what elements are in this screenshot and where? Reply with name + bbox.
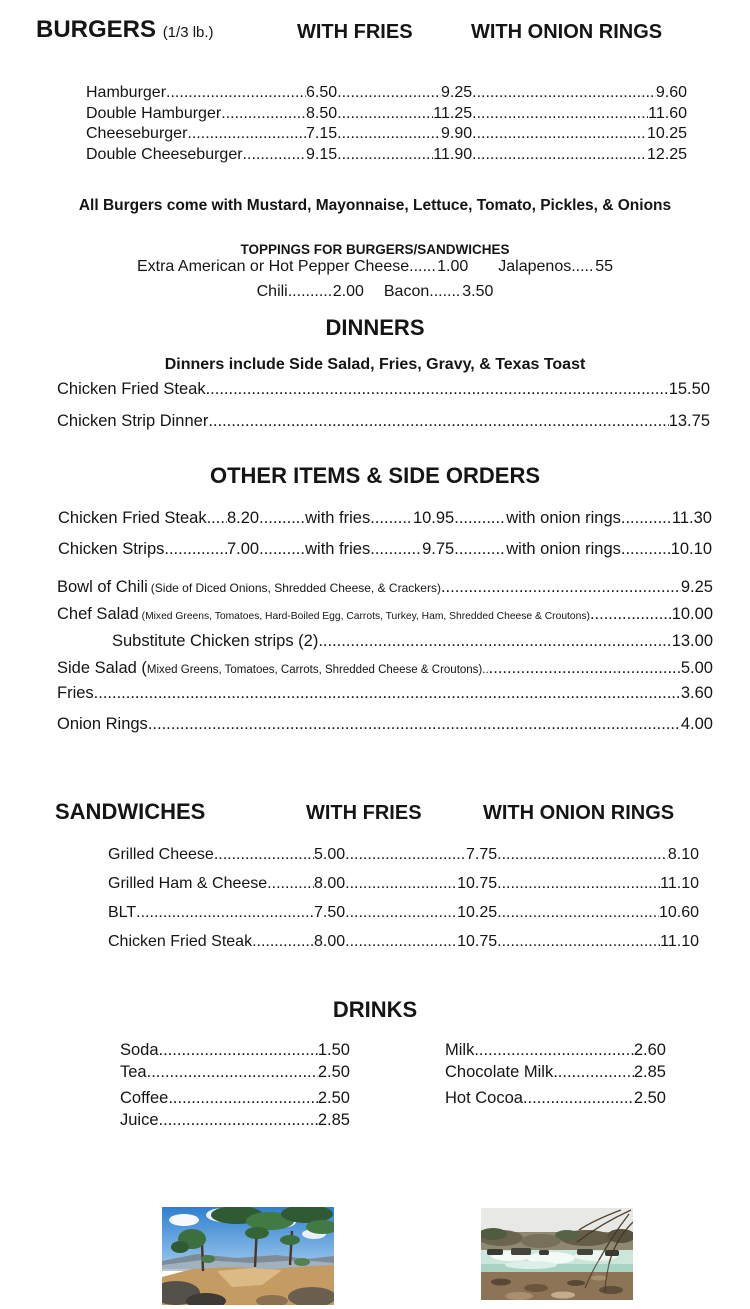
item-price: 2.85 — [633, 1063, 666, 1082]
item-price-with-fries: 10.75 — [457, 933, 498, 950]
other-items-combo-table — [58, 509, 712, 571]
drinks-left-column — [120, 1041, 350, 1134]
item-name: Chicken Strips — [58, 540, 165, 558]
topping-name: Chili — [256, 283, 288, 300]
dot-leader — [267, 875, 314, 893]
item-name: Juice — [120, 1111, 159, 1130]
item-price-onion-cell — [497, 846, 699, 864]
item-price-fries-cell — [337, 84, 472, 102]
cliff-overlook-photo-art — [162, 1207, 334, 1305]
with-onion-rings-label: with onion rings — [506, 540, 621, 558]
item-description-note: Mixed Greens, Tomatoes, Carrots, Shredded Cheese & Croutons).. — [146, 664, 489, 676]
dot-leader — [621, 540, 671, 559]
item-price-base: 7.50 — [314, 904, 346, 921]
burgers-header — [0, 16, 750, 50]
item-name: Bowl of Chili — [57, 578, 148, 596]
item-name-cell — [86, 146, 306, 164]
burgers-note: All Burgers come with Mustard, Mayonnaise, Lettuce, Tomato, Pickles, & Onions — [78, 197, 672, 214]
menu-item-row — [58, 509, 712, 528]
item-name: Hamburger — [86, 84, 167, 101]
dot-leader — [214, 846, 314, 864]
dot-leader — [94, 684, 681, 703]
menu-item-row — [57, 380, 710, 399]
topping-price: 3.50 — [462, 283, 494, 300]
item-price-with-fries: 9.90 — [441, 125, 473, 142]
item-name: Soda — [120, 1041, 159, 1059]
toppings-line-2 — [0, 283, 750, 301]
item-price-fries-cell — [345, 904, 497, 922]
item-price-onion-cell — [497, 904, 699, 922]
burgers-price-table — [86, 84, 687, 166]
item-price-onion-cell — [472, 84, 687, 102]
item-price-with-onion-rings: 10.60 — [658, 904, 699, 921]
item-price-fries-cell — [337, 125, 472, 143]
dot-leader — [337, 146, 433, 164]
burgers-title-text: BURGERS — [36, 16, 157, 43]
item-name: Grilled Ham & Cheese — [108, 875, 268, 892]
dot-leader — [148, 715, 681, 734]
item-name: Double Hamburger — [86, 104, 222, 122]
item-name-cell — [108, 933, 314, 951]
item-name-cell — [58, 509, 227, 528]
drinks-title: DRINKS — [332, 997, 418, 1022]
dot-leader — [243, 146, 306, 164]
column-header-with-onion-rings: WITH ONION RINGS — [483, 802, 675, 824]
dot-leader — [370, 509, 413, 528]
topping-price: 55 — [595, 258, 614, 275]
item-name: Chef Salad — [57, 605, 139, 623]
creek-waterfall-photo-art — [481, 1208, 633, 1300]
item-price-base: 9.15 — [306, 145, 338, 163]
item-price-with-onion-rings: 10.10 — [670, 540, 712, 558]
menu-item-row — [86, 105, 687, 123]
dinners-title: DINNERS — [325, 315, 425, 340]
dot-leader — [454, 540, 506, 559]
dot-leader — [345, 904, 457, 922]
dot-leader — [621, 509, 672, 528]
item-price-with-fries: 9.25 — [441, 84, 473, 101]
item-price-with-fries: 11.90 — [433, 145, 473, 163]
item-price-base: 8.00 — [314, 933, 346, 950]
dot-leader — [337, 125, 441, 143]
dot-leader — [252, 933, 314, 951]
drink-item-row — [120, 1041, 350, 1060]
item-name: Chicken Fried Steak — [58, 509, 207, 527]
dinners-price-table — [57, 380, 710, 444]
dot-leader — [168, 1089, 318, 1108]
item-price-onion-cell — [621, 509, 712, 528]
dot-leader — [207, 509, 227, 528]
item-price-with-onion-rings: 11.30 — [671, 509, 712, 527]
sandwiches-title: SANDWICHES — [55, 799, 206, 824]
drink-item-row — [445, 1063, 666, 1082]
dot-leader — [409, 258, 437, 276]
topping-price: 1.00 — [437, 258, 469, 275]
item-price: 2.50 — [317, 1089, 350, 1108]
dot-leader — [208, 412, 668, 431]
item-price-onion-cell — [472, 146, 687, 164]
item-name: Chicken Fried Steak — [108, 933, 253, 950]
item-price-base: 5.00 — [314, 846, 346, 863]
item-price-with-onion-rings: 10.25 — [646, 125, 687, 142]
dot-leader — [590, 605, 672, 624]
sandwiches-price-table — [108, 846, 699, 962]
dot-leader — [497, 846, 668, 864]
item-name: Tea — [120, 1063, 147, 1082]
item-price-base: 6.50 — [306, 84, 338, 101]
dot-leader — [337, 105, 433, 123]
drinks-right-column — [445, 1041, 666, 1111]
item-price: 2.50 — [633, 1089, 666, 1108]
menu-item-row — [108, 904, 699, 922]
item-price-with-fries: 9.75 — [422, 540, 455, 558]
item-price-onion-cell — [472, 105, 687, 123]
menu-item-row — [108, 875, 699, 893]
item-price-with-onion-rings: 8.10 — [667, 846, 699, 863]
dinners-subtitle: Dinners include Side Salad, Fries, Gravy, & Texas Toast — [164, 356, 586, 373]
dot-leader — [136, 904, 314, 922]
dot-leader — [474, 1041, 634, 1060]
dot-leader — [259, 540, 305, 559]
item-description-note: (Mixed Greens, Tomatoes, Hard-Boiled Egg, Carrots, Turkey, Ham, Shredded Cheese & Croutons) — [141, 611, 590, 622]
dot-leader — [318, 632, 671, 651]
item-name-cell — [108, 846, 314, 864]
topping-name: Jalapenos — [498, 258, 572, 275]
item-price: 4.00 — [680, 715, 713, 733]
item-price: 10.00 — [671, 605, 713, 623]
item-name: Chocolate Milk — [445, 1063, 554, 1082]
dot-leader — [147, 1063, 318, 1082]
item-price-with-onion-rings: 11.60 — [648, 104, 687, 122]
item-price-with-onion-rings: 11.10 — [660, 933, 699, 950]
topping-price: 2.00 — [332, 283, 364, 300]
item-price-fries-cell — [345, 846, 497, 864]
dot-leader — [497, 904, 659, 922]
drink-item-row — [120, 1089, 350, 1108]
item-name: Cheeseburger — [86, 125, 188, 142]
menu-item-row — [58, 540, 712, 559]
dot-leader — [454, 509, 506, 528]
dot-leader — [497, 933, 660, 951]
dot-leader — [429, 283, 462, 301]
item-name-cell — [58, 540, 227, 559]
dot-leader — [472, 105, 648, 123]
item-price-onion-cell — [497, 875, 699, 893]
item-name: Substitute Chicken strips (2) — [112, 632, 319, 650]
menu-item-row — [108, 933, 699, 951]
sandwiches-header — [0, 799, 750, 831]
drink-item-row — [120, 1111, 350, 1130]
item-price: 5.00 — [680, 659, 713, 677]
item-price-fries-cell — [345, 875, 497, 893]
column-header-with-fries: WITH FRIES — [306, 802, 422, 824]
menu-item-row — [57, 684, 713, 703]
item-price: 2.60 — [633, 1041, 666, 1059]
item-name: Coffee — [120, 1089, 169, 1108]
item-price-base: 8.20 — [227, 509, 260, 527]
item-price-fries-cell — [337, 146, 472, 164]
item-price: 3.60 — [680, 684, 713, 702]
menu-item-row — [57, 605, 713, 624]
with-fries-label: with fries — [305, 540, 371, 558]
creek-waterfall-photo — [481, 1208, 633, 1300]
menu-item-row — [57, 578, 713, 597]
dot-leader — [489, 659, 681, 678]
item-name: BLT — [108, 904, 137, 921]
item-price-with-fries: 10.75 — [457, 875, 498, 892]
item-price-fries-cell — [370, 540, 454, 559]
item-price-onion-cell — [621, 540, 712, 559]
item-price: 2.50 — [317, 1063, 350, 1082]
cliff-overlook-photo — [162, 1207, 334, 1305]
menu-item-row — [86, 84, 687, 102]
dot-leader — [553, 1063, 634, 1082]
item-price-with-fries: 10.95 — [412, 509, 455, 527]
dot-leader — [164, 540, 227, 559]
item-name-cell — [108, 904, 314, 922]
item-price-fries-cell — [337, 105, 472, 123]
other-items-price-table — [57, 578, 713, 742]
dot-leader — [497, 875, 660, 893]
burgers-size-note: (1/3 lb.) — [162, 24, 214, 41]
dot-leader — [472, 125, 647, 143]
item-price-base: 8.50 — [306, 104, 338, 122]
item-name-cell — [86, 125, 306, 143]
item-description-note: (Side of Diced Onions, Shredded Cheese, & Crackers) — [150, 581, 441, 595]
topping-name: Bacon — [383, 283, 430, 300]
dot-leader — [206, 380, 669, 399]
menu-item-row — [86, 146, 687, 164]
item-name: Hot Cocoa — [445, 1089, 523, 1108]
dot-leader — [472, 146, 647, 164]
dot-leader — [337, 84, 441, 102]
with-fries-label: with fries — [305, 509, 371, 527]
dot-leader — [345, 933, 457, 951]
column-header-with-fries: WITH FRIES — [297, 21, 413, 43]
dot-leader — [472, 84, 656, 102]
burgers-title — [36, 16, 214, 44]
drink-item-row — [445, 1041, 666, 1060]
menu-item-row — [57, 659, 713, 678]
menu-item-row — [86, 125, 687, 143]
dot-leader — [523, 1089, 634, 1108]
item-name: Onion Rings — [57, 715, 148, 733]
dot-leader — [571, 258, 595, 276]
item-price: 13.00 — [671, 632, 713, 650]
item-name: Milk — [445, 1041, 475, 1059]
item-price: 15.50 — [668, 380, 710, 398]
toppings-line-1 — [0, 258, 750, 276]
item-name-cell — [86, 84, 306, 102]
item-price-with-fries: 7.75 — [466, 846, 498, 863]
dot-leader — [370, 540, 422, 559]
drink-item-row — [445, 1089, 666, 1108]
item-name: Double Cheeseburger — [86, 145, 243, 163]
dot-leader — [345, 875, 457, 893]
dot-leader — [221, 105, 306, 123]
item-price-base: 7.15 — [306, 125, 338, 142]
column-header-with-onion-rings: WITH ONION RINGS — [471, 21, 663, 43]
item-price-base: 7.00 — [227, 540, 260, 558]
dot-leader — [166, 84, 306, 102]
drink-item-row — [120, 1063, 350, 1082]
toppings-title: TOPPINGS FOR BURGERS/SANDWICHES — [240, 242, 510, 257]
item-name-cell — [108, 875, 314, 893]
item-price-with-fries: 10.25 — [457, 904, 498, 921]
item-name: Fries — [57, 684, 94, 702]
item-name: Side Salad ( — [57, 659, 147, 677]
item-name: Grilled Cheese — [108, 846, 214, 863]
item-price-onion-cell — [472, 125, 687, 143]
item-name: Chicken Fried Steak — [57, 380, 206, 398]
item-price: 2.85 — [317, 1111, 350, 1130]
topping-name: Extra American or Hot Pepper Cheese — [136, 258, 410, 275]
item-price-with-fries: 11.25 — [433, 104, 473, 122]
with-onion-rings-label: with onion rings — [506, 509, 621, 527]
dot-leader — [441, 578, 681, 597]
menu-item-row — [57, 412, 710, 431]
dot-leader — [159, 1041, 318, 1060]
dot-leader — [345, 846, 466, 864]
item-name-cell — [86, 105, 306, 123]
item-price: 1.50 — [317, 1041, 350, 1059]
dot-leader — [259, 509, 305, 528]
menu-item-row — [57, 632, 713, 651]
item-price-with-onion-rings: 12.25 — [646, 145, 687, 163]
item-price-fries-cell — [370, 509, 454, 528]
other-items-title: OTHER ITEMS & SIDE ORDERS — [209, 463, 541, 488]
menu-item-row — [108, 846, 699, 864]
item-price-onion-cell — [497, 933, 699, 951]
item-price: 9.25 — [680, 578, 713, 596]
item-price: 13.75 — [668, 412, 710, 430]
menu-item-row — [57, 715, 713, 734]
item-price-base: 8.00 — [314, 875, 346, 892]
item-price-with-onion-rings: 11.10 — [660, 875, 699, 892]
item-price-fries-cell — [345, 933, 497, 951]
item-price-with-onion-rings: 9.60 — [655, 84, 687, 101]
dot-leader — [159, 1111, 318, 1130]
dot-leader — [288, 283, 333, 301]
item-name: Chicken Strip Dinner — [57, 412, 209, 430]
dot-leader — [187, 125, 306, 143]
